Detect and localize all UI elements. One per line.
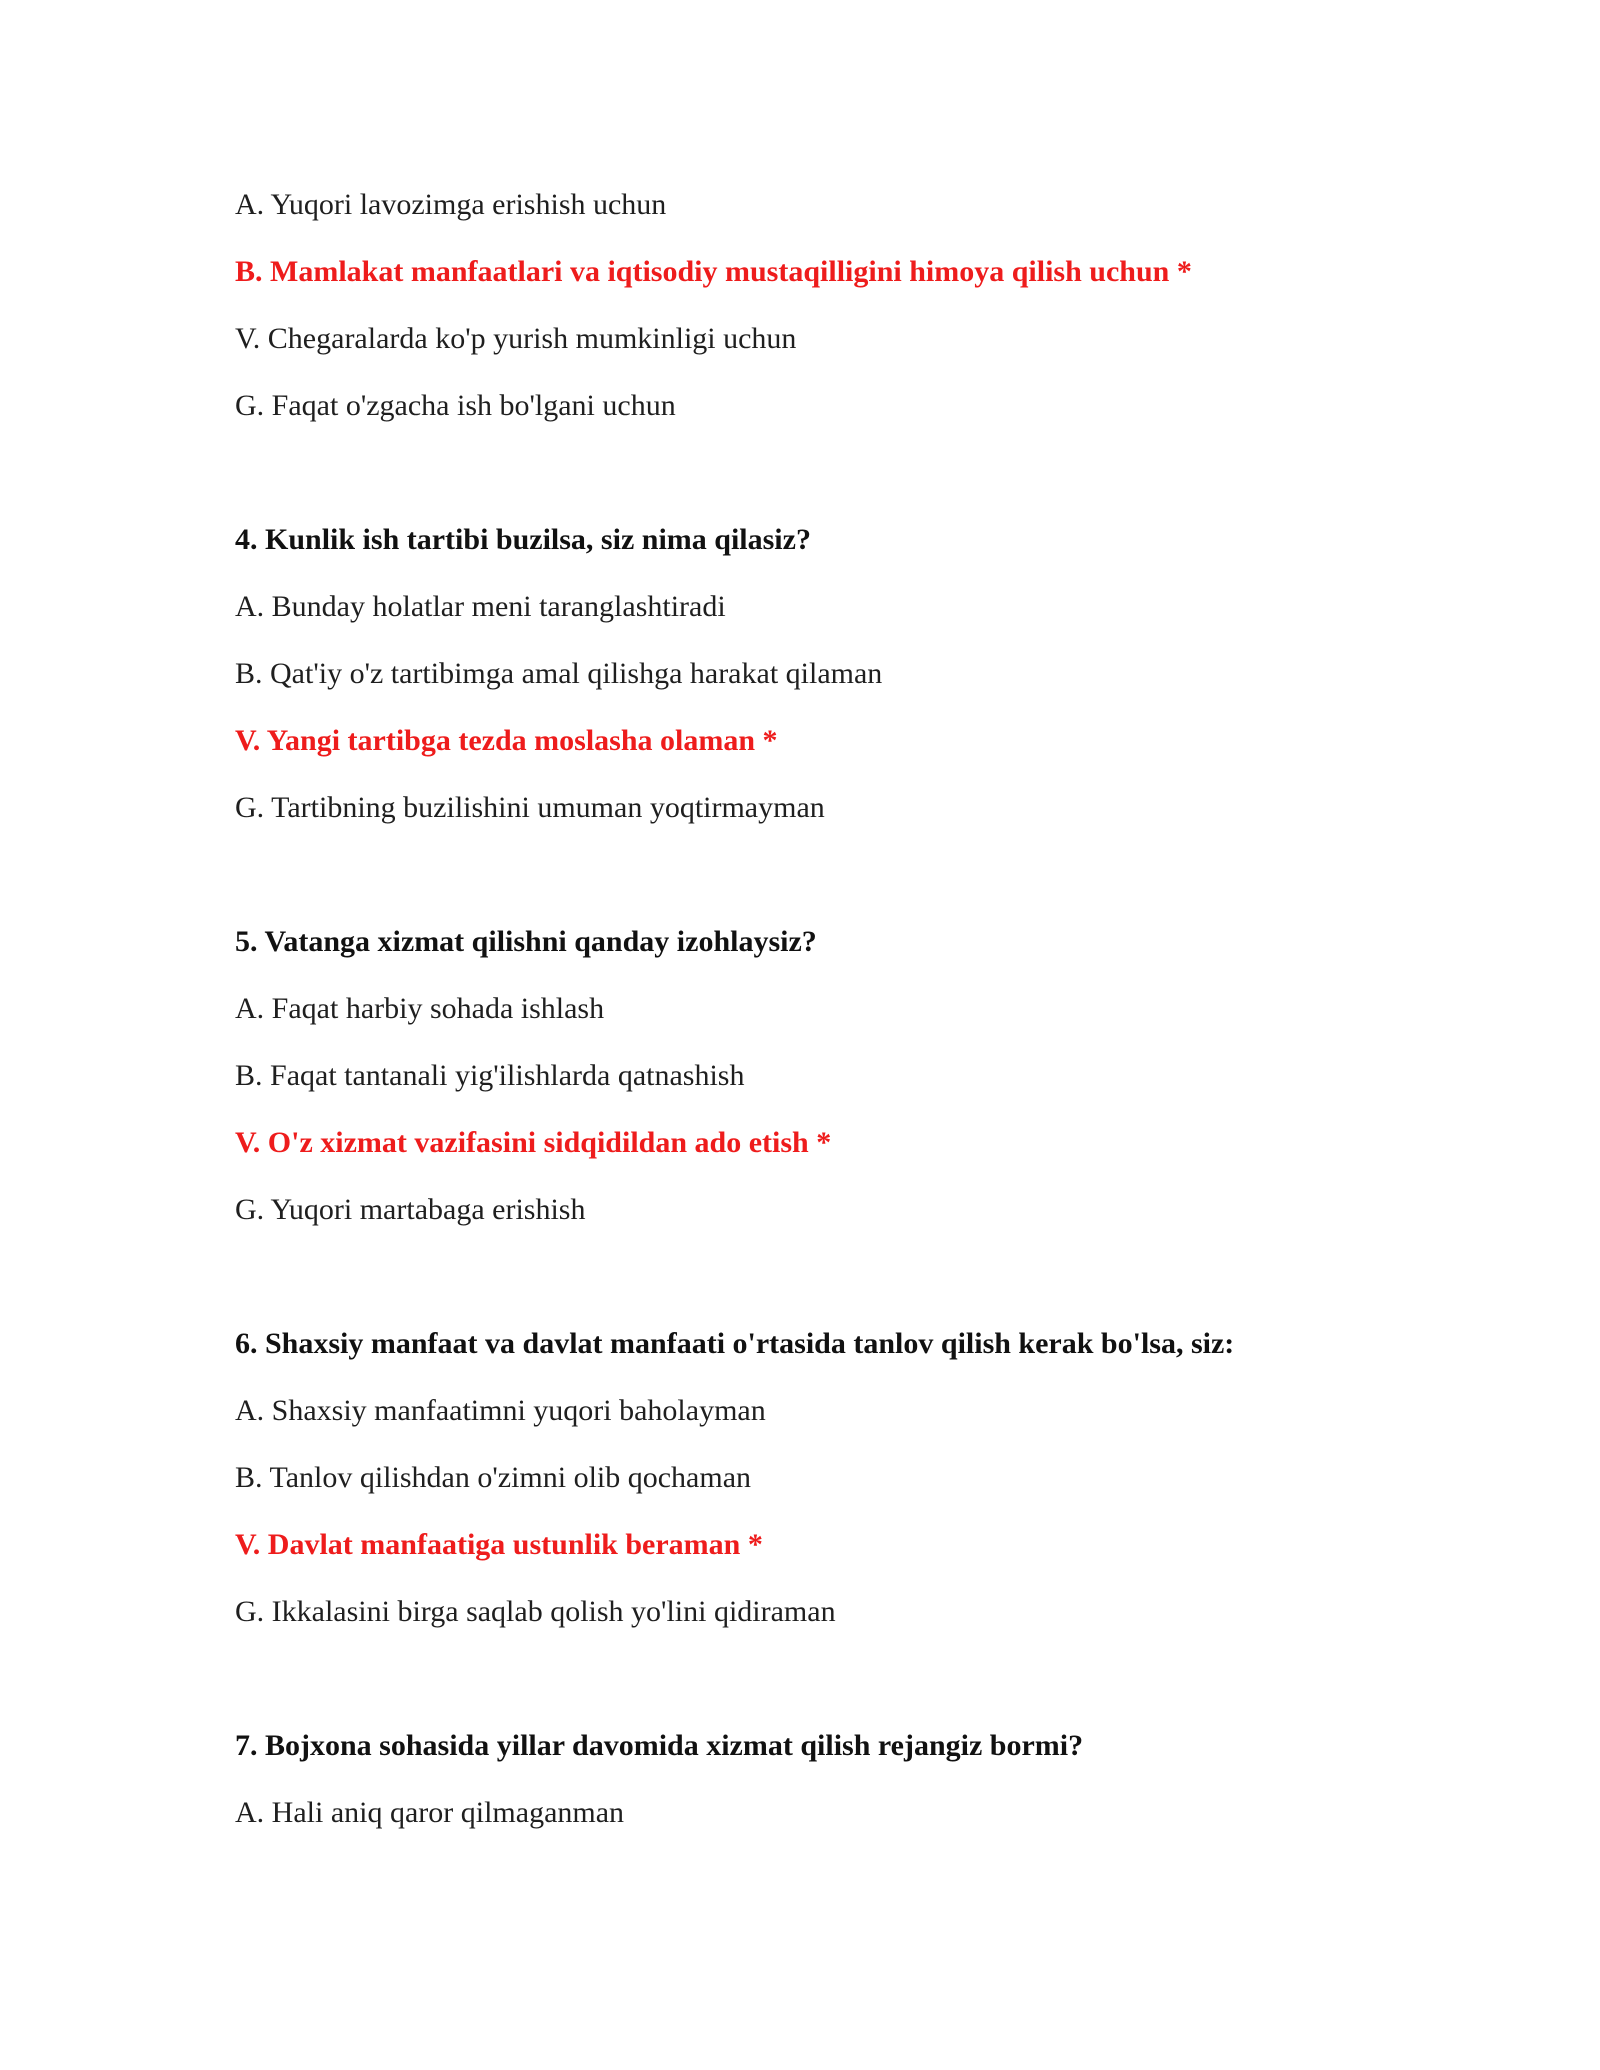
q7-option-a: A. Hali aniq qaror qilmaganman [235, 1796, 625, 1829]
q3-option-a: A. Yuqori lavozimga erishish uchun [235, 188, 667, 221]
q4-option-g: G. Tartibning buzilishini umuman yoqtirmayman [235, 791, 825, 824]
q7-question: 7. Bojxona sohasida yillar davomida xizmat qilish rejangiz bormi? [235, 1729, 1084, 1762]
q3-option-v: V. Chegaralarda ko'p yurish mumkinligi uchun [235, 322, 797, 355]
q6-option-b: B. Tanlov qilishdan o'zimni olib qochaman [235, 1461, 752, 1494]
q4-question: 4. Kunlik ish tartibi buzilsa, siz nima qilasiz? [235, 523, 811, 556]
q3-option-g: G. Faqat o'zgacha ish bo'lgani uchun [235, 389, 676, 422]
q3-option-b-correct: B. Mamlakat manfaatlari va iqtisodiy mustaqilligini himoya qilish uchun * [235, 255, 1192, 288]
q5-option-b: B. Faqat tantanali yig'ilishlarda qatnashish [235, 1059, 745, 1092]
q5-option-v-correct: V. O'z xizmat vazifasini sidqidildan ado etish * [235, 1126, 832, 1159]
q4-option-a: A. Bunday holatlar meni taranglashtiradi [235, 590, 726, 623]
q5-question: 5. Vatanga xizmat qilishni qanday izohlaysiz? [235, 925, 817, 958]
q6-question: 6. Shaxsiy manfaat va davlat manfaati o'rtasida tanlov qilish kerak bo'lsa, siz: [235, 1327, 1235, 1360]
q4-option-b: B. Qat'iy o'z tartibimga amal qilishga harakat qilaman [235, 657, 883, 690]
q6-option-g: G. Ikkalasini birga saqlab qolish yo'lini qidiraman [235, 1595, 836, 1628]
q4-option-v-correct: V. Yangi tartibga tezda moslasha olaman * [235, 724, 778, 757]
q6-option-a: A. Shaxsiy manfaatimni yuqori baholayman [235, 1394, 766, 1427]
q5-option-g: G. Yuqori martabaga erishish [235, 1193, 586, 1226]
q6-option-v-correct: V. Davlat manfaatiga ustunlik beraman * [235, 1528, 763, 1561]
q5-option-a: A. Faqat harbiy sohada ishlash [235, 992, 605, 1025]
